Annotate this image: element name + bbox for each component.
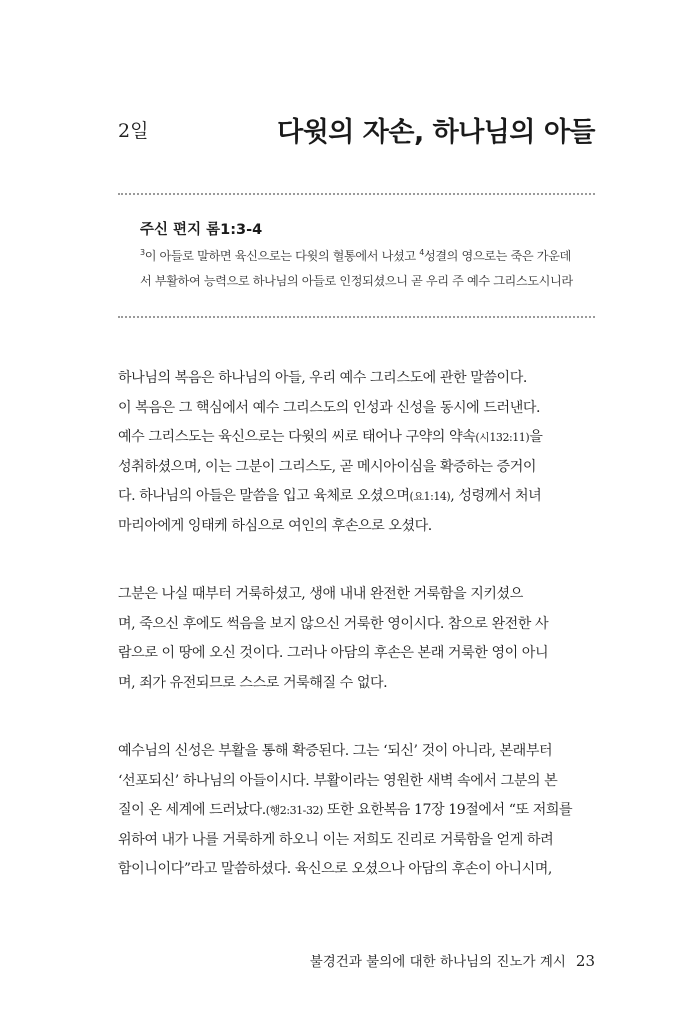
body-paragraph-3 bbox=[118, 737, 596, 885]
text-line bbox=[118, 423, 596, 453]
scripture-fragment: 성결의 영으로는 죽은 가운데 bbox=[423, 249, 571, 263]
text-fragment: , 성령께서 처녀 bbox=[450, 488, 542, 504]
text-line: 람으로 이 땅에 오신 것이다. 그러나 아담의 후손은 본래 거룩한 영이 아니 bbox=[118, 645, 549, 661]
text-fragment: 을 bbox=[529, 429, 543, 445]
text-line: 며, 죄가 유전되므로 스스로 거룩해질 수 없다. bbox=[118, 674, 388, 691]
dotted-divider-top bbox=[118, 193, 595, 195]
page-footer bbox=[310, 950, 595, 970]
scripture-text bbox=[140, 244, 590, 294]
scripture-line: 서 부활하여 능력으로 하나님의 아들로 인정되셨으니 곧 우리 주 예수 그리스도시니라 bbox=[140, 274, 573, 288]
scripture-reference: 주신 편지 롬1:3-4 bbox=[140, 222, 263, 238]
body-paragraph-1 bbox=[118, 364, 596, 541]
text-fragment: 다. 하나님의 아들은 말씀을 입고 육체로 오셨으며 bbox=[118, 488, 410, 504]
text-line: 며, 죽으신 후에도 썩음을 보지 않으신 거룩한 영이시다. 참으로 완전한 사 bbox=[118, 615, 549, 632]
text-line: 위하여 내가 나를 거룩하게 하오니 이는 저희도 진리로 거룩함을 얻게 하려 bbox=[118, 831, 554, 848]
text-fragment: 예수 그리스도는 육신으로는 다윗의 씨로 태어나 구약의 약속 bbox=[118, 429, 476, 445]
text-line: 마리아에게 잉태케 하심으로 여인의 후손으로 오셨다. bbox=[118, 517, 432, 534]
page-title: 다윗의 자손, 하나님의 아들 bbox=[277, 117, 595, 148]
day-label: 2일 bbox=[118, 120, 149, 142]
text-line: 예수님의 신성은 부활을 통해 확증된다. 그는 ‘되신’ 것이 아니라, 본래부터 bbox=[118, 743, 553, 759]
scripture-fragment: 이 아들로 말하면 육신으로는 다윗의 혈통에서 나셨고 bbox=[144, 249, 420, 263]
text-line: 그분은 나실 때부터 거룩하셨고, 생애 내내 완전한 거룩함을 지키셨으 bbox=[118, 586, 523, 602]
text-line: ‘선포되신’ 하나님의 아들이시다. 부활이라는 영원한 새벽 속에서 그분의 본 bbox=[118, 772, 558, 789]
scripture-line bbox=[140, 244, 590, 269]
bible-reference: (행2:31-32) bbox=[265, 804, 323, 817]
page-number: 23 bbox=[575, 952, 595, 970]
bible-reference: (요1:14) bbox=[409, 490, 451, 503]
bible-reference: (시132:11) bbox=[475, 431, 530, 444]
text-line: 함이니이다”라고 말씀하셨다. 육신으로 오셨으나 아담의 후손이 아니시며, bbox=[118, 861, 552, 877]
body-paragraph-2 bbox=[118, 580, 596, 698]
text-line bbox=[118, 796, 596, 826]
text-fragment: 질이 온 세계에 드러났다. bbox=[118, 802, 266, 818]
text-line: 이 복음은 그 핵심에서 예수 그리스도의 인성과 신성을 동시에 드러낸다. bbox=[118, 399, 541, 416]
verse-number: 3 bbox=[140, 248, 145, 257]
dotted-divider-bottom bbox=[118, 316, 595, 318]
text-line: 성취하셨으며, 이는 그분이 그리스도, 곧 메시아이심을 확증하는 증거이 bbox=[118, 458, 537, 475]
running-title: 불경건과 불의에 대한 하나님의 진노가 계시 bbox=[309, 954, 566, 970]
verse-number: 4 bbox=[419, 248, 424, 257]
text-line bbox=[118, 482, 596, 512]
text-line: 하나님의 복음은 하나님의 아들, 우리 예수 그리스도에 관한 말씀이다. bbox=[118, 370, 527, 386]
text-fragment: 또한 요한복음 17장 19절에서 “또 저희를 bbox=[322, 802, 573, 818]
